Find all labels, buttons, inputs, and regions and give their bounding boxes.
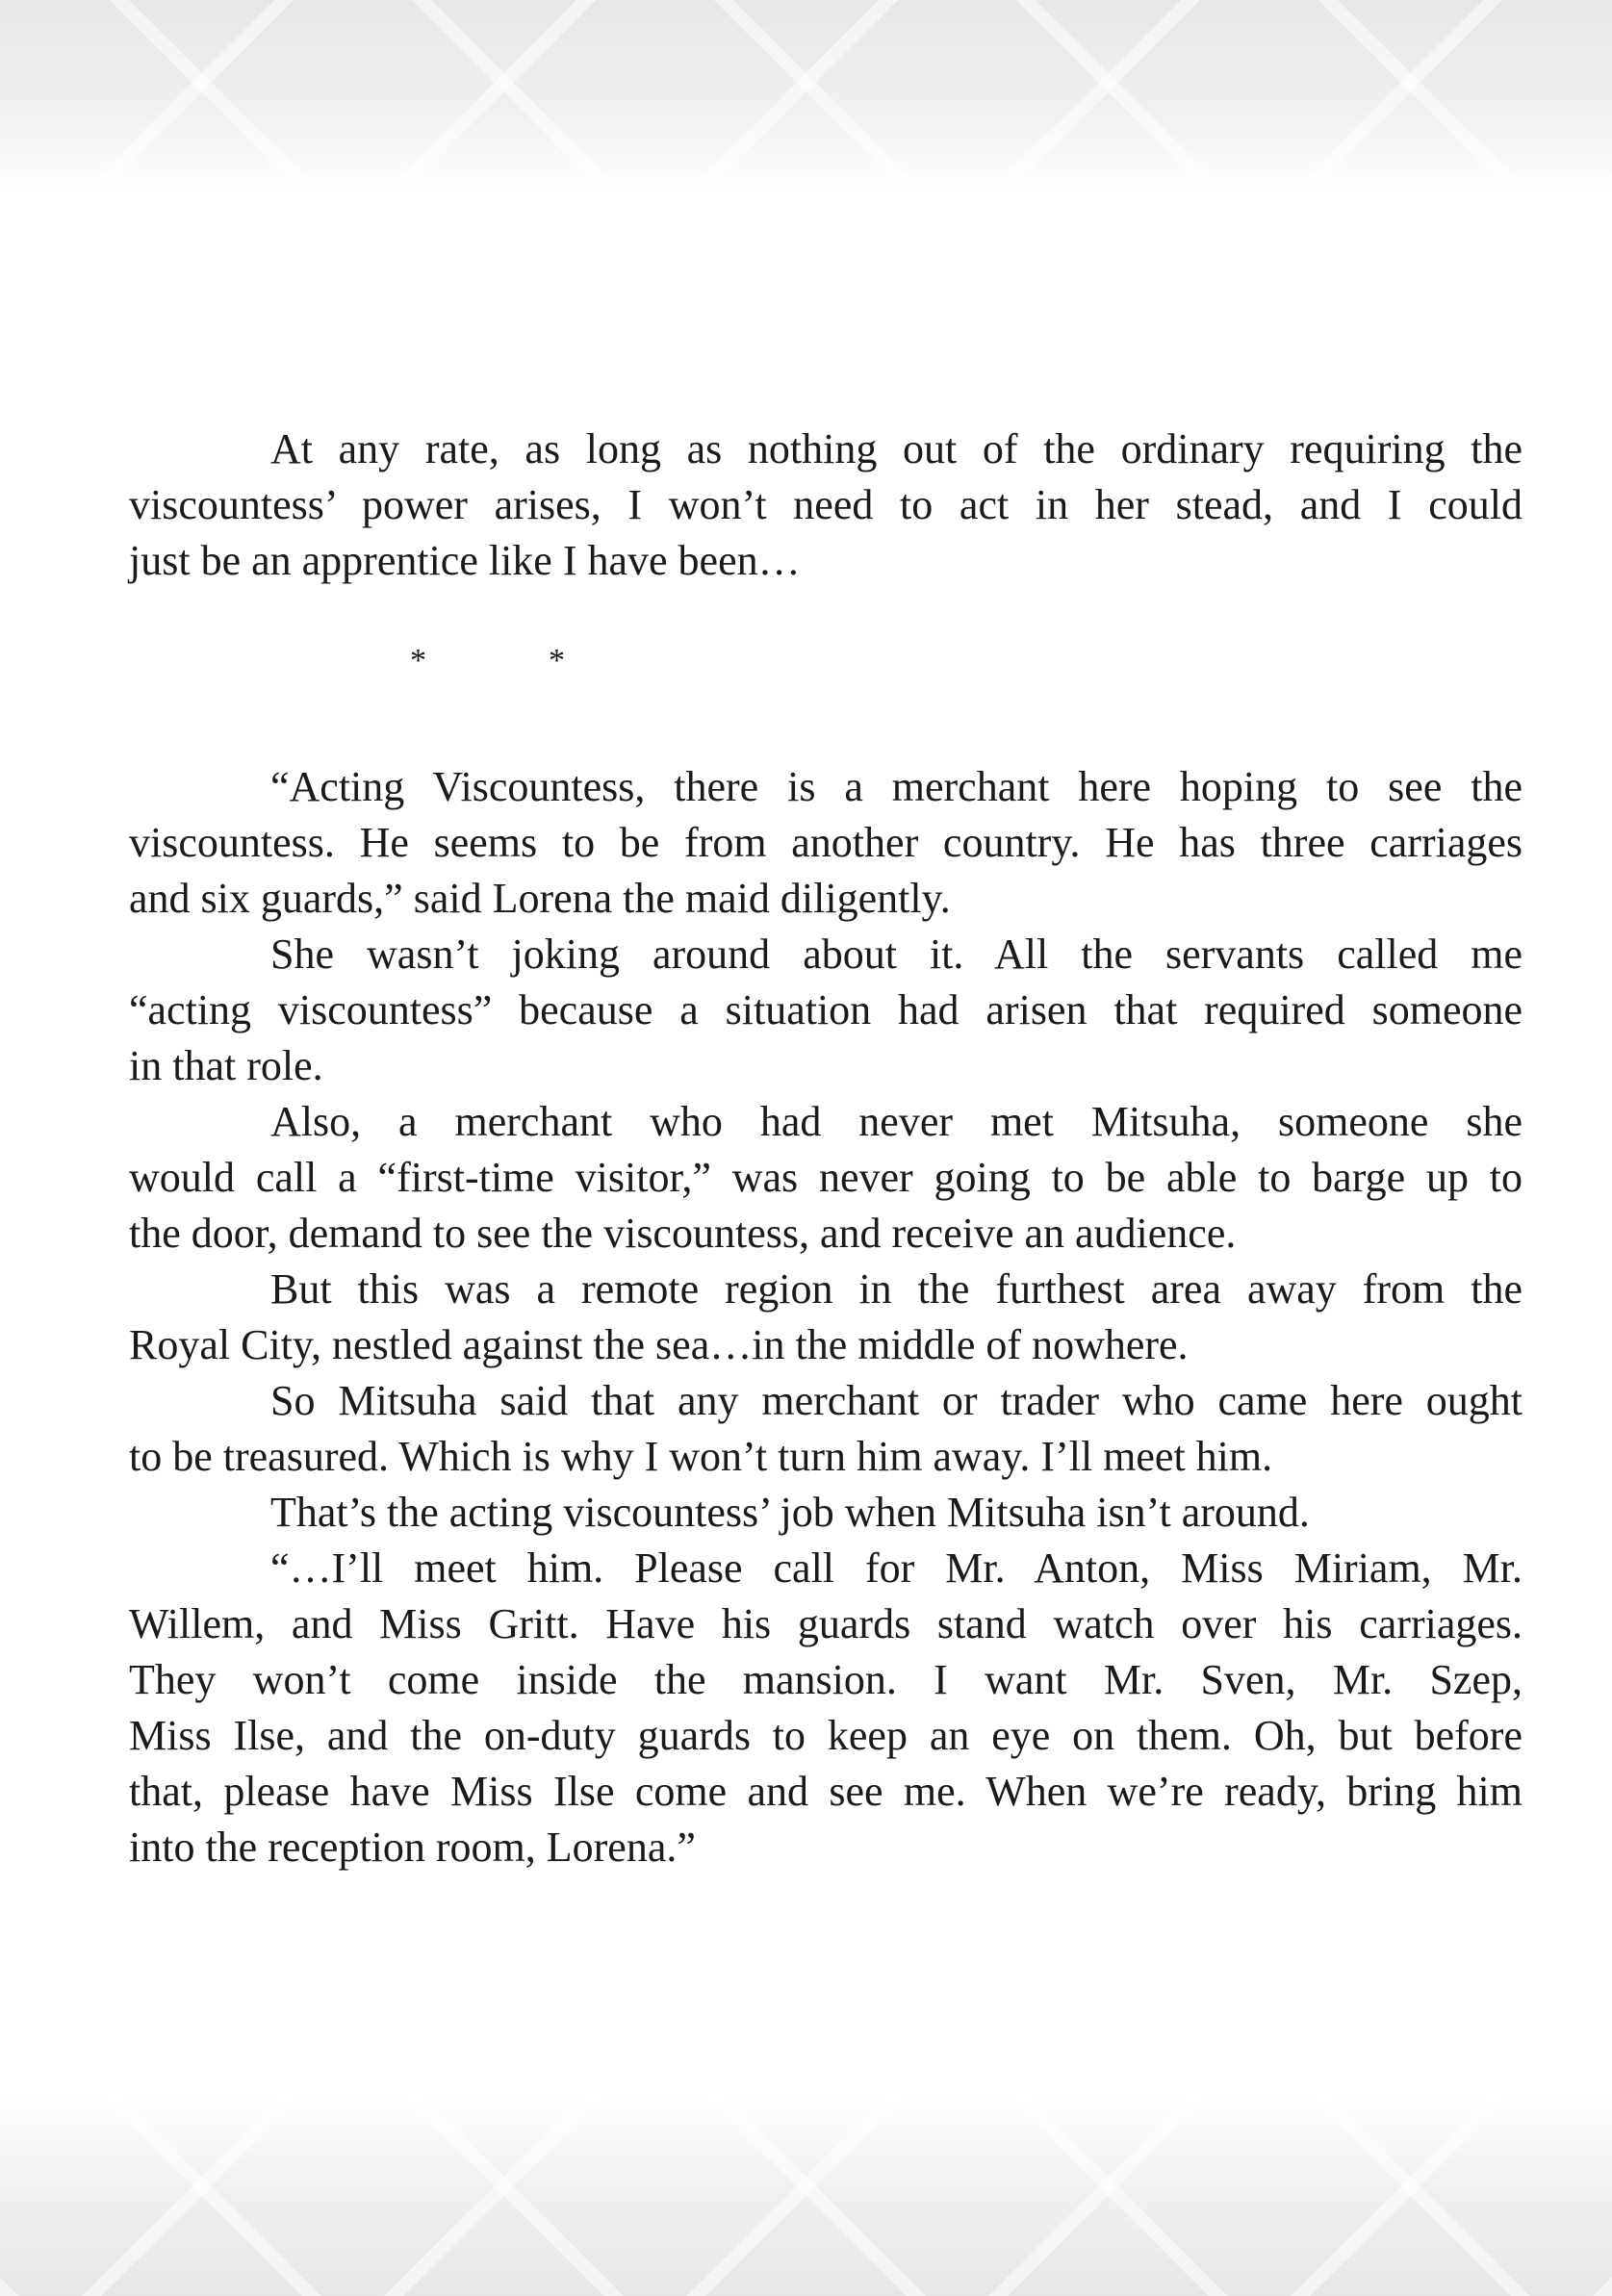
- decorative-footer-pattern: [0, 2094, 1612, 2296]
- text-line: just be an apprentice like I have been…: [129, 537, 801, 584]
- paragraph-section-1: [129, 421, 1522, 589]
- text-line: that, please have Miss Ilse come and see me. When we’re ready, bring him: [129, 1768, 1522, 1815]
- text-line: Also, a merchant who had never met Mitsuha, someone she: [270, 1098, 1522, 1145]
- decorative-header-pattern: [0, 0, 1612, 192]
- text-line: to be treasured. Which is why I won’t turn him away. I’ll meet him.: [129, 1433, 1273, 1480]
- text-line: They won’t come inside the mansion. I want Mr. Sven, Mr. Szep,: [129, 1656, 1522, 1703]
- text-line: and six guards,” said Lorena the maid diligently.: [129, 875, 951, 922]
- text-line: in that role.: [129, 1042, 323, 1089]
- text-line: Willem, and Miss Gritt. Have his guards stand watch over his carriages.: [129, 1600, 1522, 1647]
- paragraph-section-2: [129, 759, 1522, 1875]
- text-line: At any rate, as long as nothing out of the ordinary requiring the: [270, 425, 1522, 472]
- text-line: That’s the acting viscountess’ job when Mitsuha isn’t around.: [270, 1489, 1310, 1536]
- text-line: “acting viscountess” because a situation had arisen that required someone: [129, 986, 1522, 1033]
- text-line: viscountess’ power arises, I won’t need to act in her stead, and I could: [129, 481, 1522, 528]
- text-line: So Mitsuha said that any merchant or trader who came here ought: [270, 1377, 1522, 1424]
- text-line: into the reception room, Lorena.”: [129, 1824, 696, 1871]
- text-line: would call a “first-time visitor,” was never going to be able to barge up to: [129, 1154, 1522, 1201]
- text-line: She wasn’t joking around about it. All the servants called me: [270, 931, 1522, 978]
- text-line: “Acting Viscountess, there is a merchant here hoping to see the: [270, 763, 1522, 810]
- text-line: viscountess. He seems to be from another country. He has three carriages: [129, 819, 1522, 866]
- text-line: the door, demand to see the viscountess, and receive an audience.: [129, 1210, 1237, 1257]
- text-line: Royal City, nestled against the sea…in the middle of nowhere.: [129, 1321, 1189, 1368]
- text-line: Miss Ilse, and the on-duty guards to keep an eye on them. Oh, but before: [129, 1712, 1522, 1759]
- text-line: “…I’ll meet him. Please call for Mr. Anton, Miss Miriam, Mr.: [270, 1544, 1522, 1592]
- text-line: But this was a remote region in the furthest area away from the: [270, 1265, 1522, 1313]
- scene-break-asterisk: *: [549, 643, 565, 678]
- scene-break-asterisk: *: [410, 643, 426, 678]
